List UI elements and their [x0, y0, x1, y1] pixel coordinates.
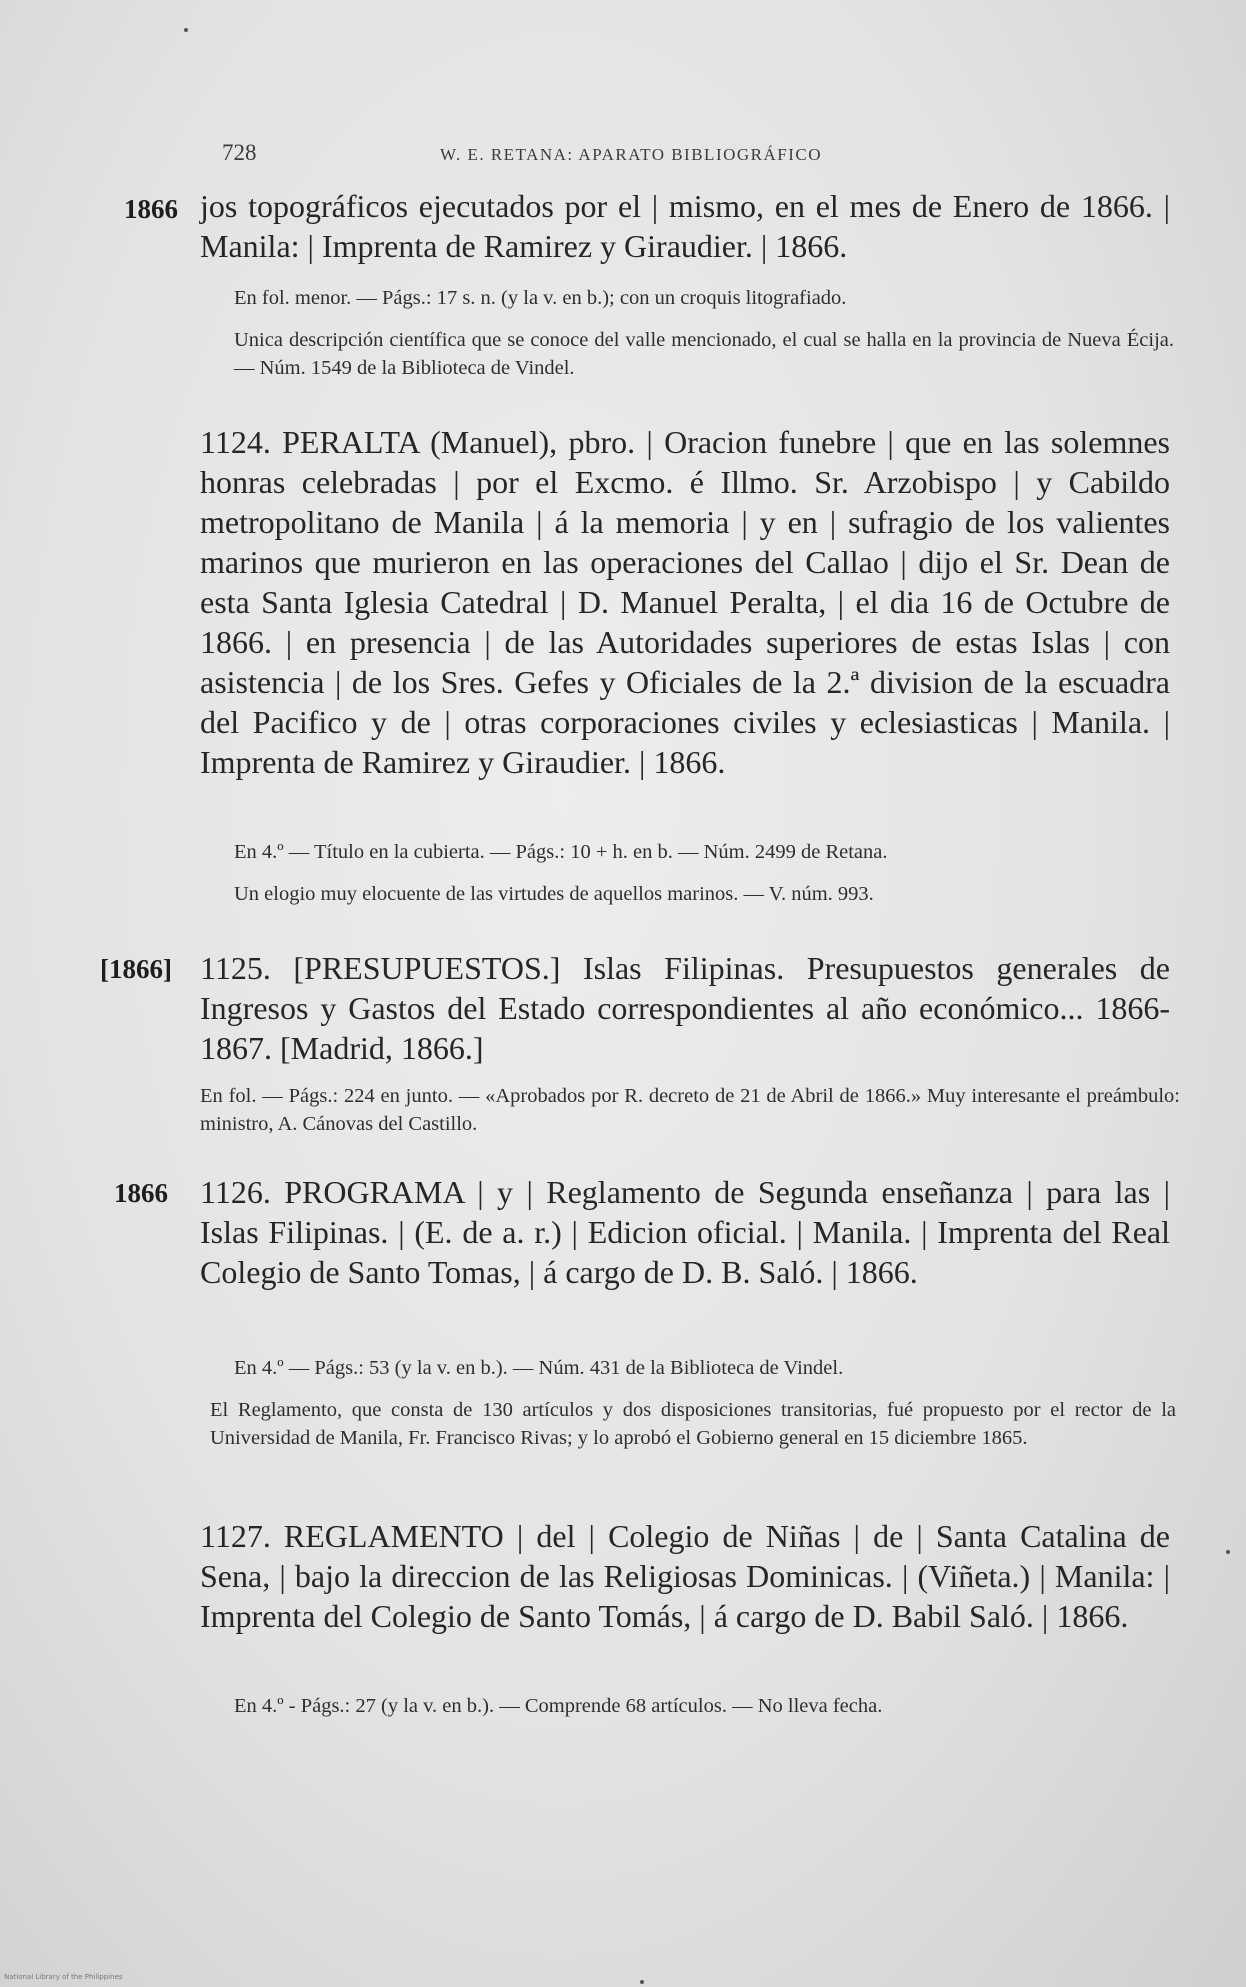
entry-main-text: 1126. PROGRAMA | y | Reglamento de Segunda enseñanza | para las | Islas Filipinas. | (E. de a. r.) | Edicion oficial. | Manila. | Imprenta del Real Colegio de Santo Tomas, | á cargo de D. B. Saló. | 1866. [200, 1174, 1170, 1290]
entry-main-text: 1125. [PRESUPUESTOS.] Islas Filipinas. Presupuestos generales de Ingresos y Gastos del Estado correspondientes al año económico... 1866-1867. [Madrid, 1866.] [200, 950, 1170, 1066]
scan-speck [640, 1980, 644, 1984]
entry-main-text: jos topográficos ejecutados por el | mismo, en el mes de Enero de 1866. | Manila: | Imprenta de Ramirez y Giraudier. | 1866. [200, 188, 1170, 264]
entry-year: 1866 [114, 1178, 168, 1208]
running-title: W. E. RETANA: APARATO BIBLIOGRÁFICO [439, 145, 823, 164]
entry-note: Unica descripción científica que se conoce del valle mencionado, el cual se halla en la provincia de Nueva Écija. — Núm. 1549 de la Biblioteca de Vindel. [234, 329, 1174, 379]
entry-note: El Reglamento, que consta de 130 artículos y dos disposiciones transitorias, fué propuesto por el rector de la Universidad de Manila, Fr. Francisco Rivas; y lo aprobó el Gobierno general en 15 diciembre 1865. [210, 1399, 1176, 1449]
page-number: 728 [222, 140, 257, 165]
entry-year: [1866] [100, 954, 172, 984]
entry-note: Un elogio muy elocuente de las virtudes de aquellos marinos. — V. núm. 993. [234, 883, 874, 905]
entry-note: En 4.º — Título en la cubierta. — Págs.: 10 + h. en b. — Núm. 2499 de Retana. [234, 841, 888, 863]
running-header [222, 140, 922, 166]
scan-speck [184, 28, 188, 32]
scan-footer: National Library of the Philippines [4, 1973, 123, 1981]
entry-note: En 4.º - Págs.: 27 (y la v. en b.). — Comprende 68 artículos. — No lleva fecha. [234, 1695, 883, 1717]
entry-note: En fol. menor. — Págs.: 17 s. n. (y la v. en b.); con un croquis litografiado. [234, 287, 847, 309]
entry-note: En 4.º — Págs.: 53 (y la v. en b.). — Núm. 431 de la Biblioteca de Vindel. [234, 1357, 844, 1379]
scan-speck [1226, 1550, 1230, 1554]
entry-main-text: 1127. REGLAMENTO | del | Colegio de Niñas | de | Santa Catalina de Sena, | bajo la direccion de las Religiosas Dominicas. | (Viñeta.) | Manila: | Imprenta del Colegio de Santo Tomás, | á cargo de D. Babil Saló. | 1866. [200, 1518, 1170, 1634]
entry-note: En fol. — Págs.: 224 en junto. — «Aprobados por R. decreto de 21 de Abril de 1866.» Muy interesante el preámbulo: ministro, A. Cánovas del Castillo. [200, 1085, 1180, 1135]
entry-main-text: 1124. PERALTA (Manuel), pbro. | Oracion funebre | que en las solemnes honras celebradas | por el Excmo. é Illmo. Sr. Arzobispo | y Cabildo metropolitano de Manila | á la memoria | y en | sufragio de los valientes marinos que murieron en las operaciones del Callao | dijo el Sr. Dean de esta Santa Iglesia Catedral | D. Manuel Peralta, | el dia 16 de Octubre de 1866. | en presencia | de las Autoridades superiores de estas Islas | con asistencia | de los Sres. Gefes y Oficiales de la 2.ª division de la escuadra del Pacifico y de | otras corporaciones civiles y eclesiasticas | Manila. | Imprenta de Ramirez y Giraudier. | 1866. [200, 424, 1170, 780]
entry-year: 1866 [124, 194, 178, 224]
